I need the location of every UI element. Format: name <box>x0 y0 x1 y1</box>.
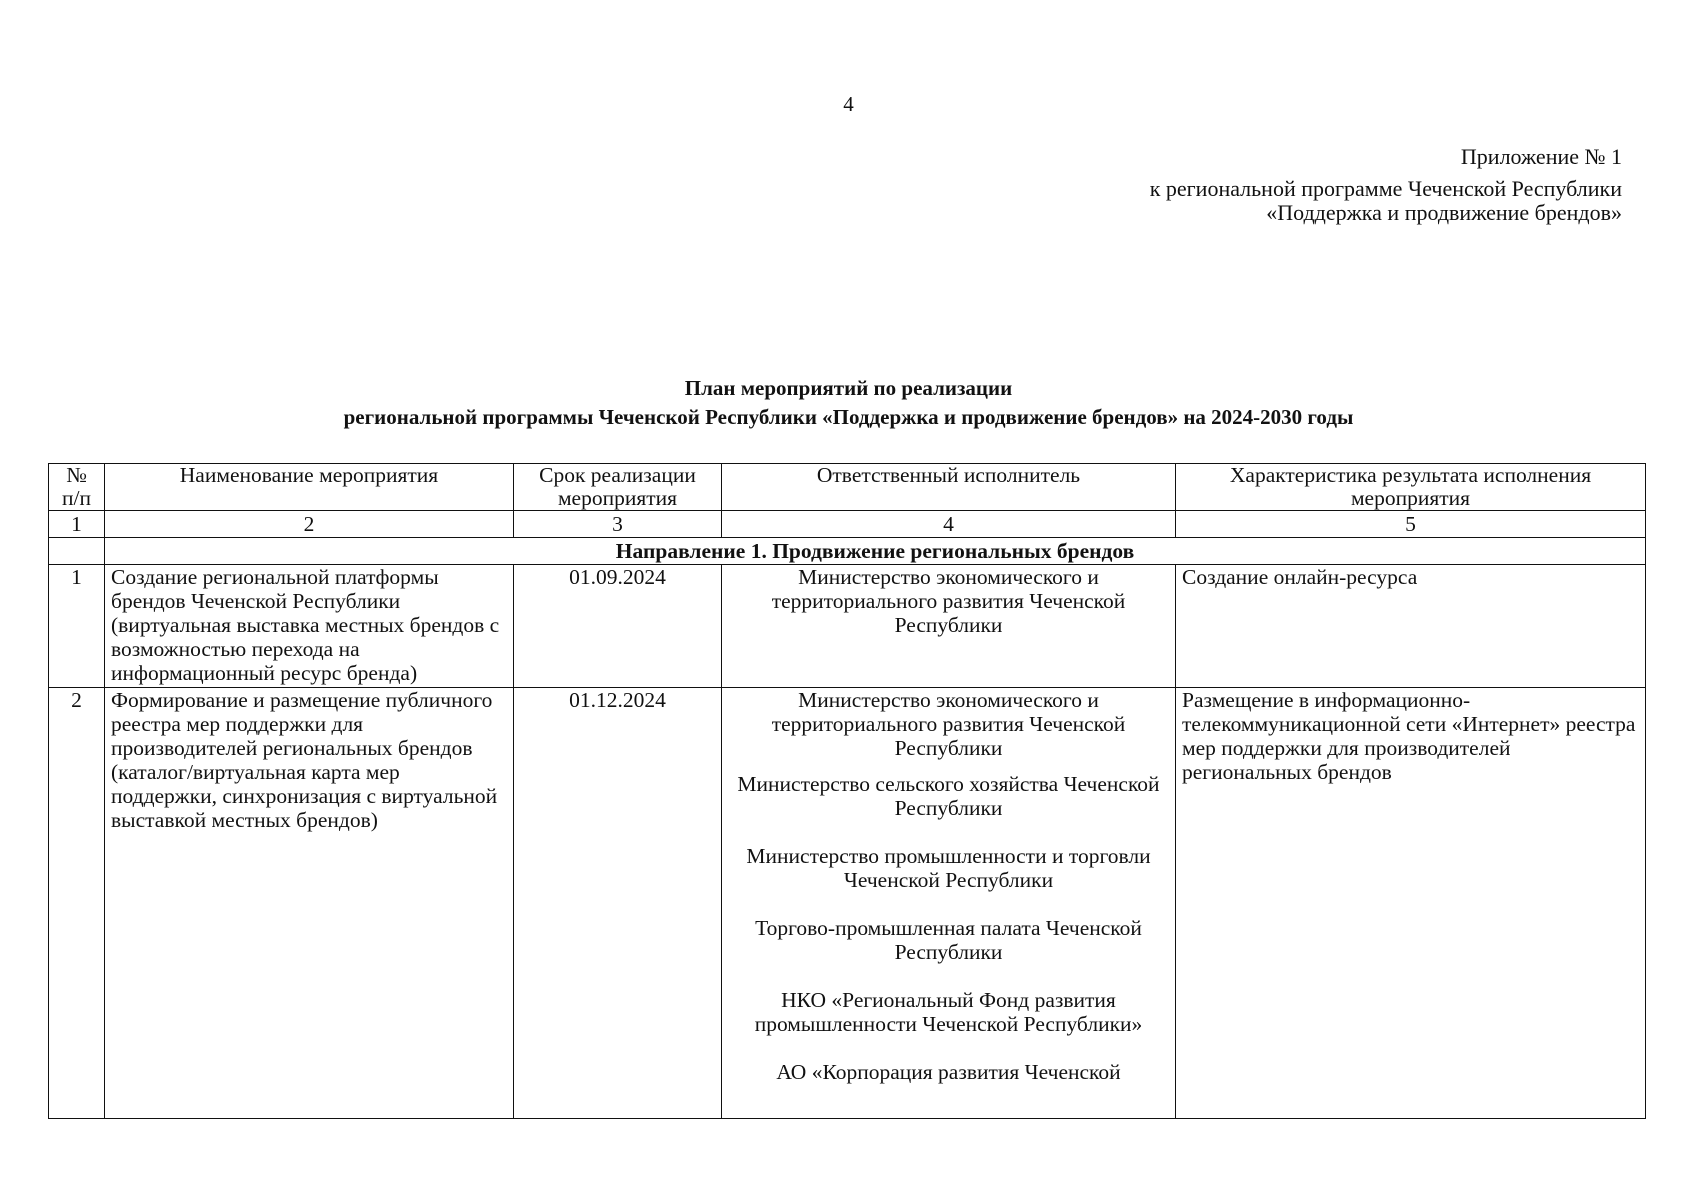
header-cell-executor: Ответственный исполнитель <box>722 464 1176 511</box>
header-cell-deadline: Срок реализации мероприятия <box>514 464 722 511</box>
column-number: 5 <box>1176 511 1646 538</box>
appendix-line-1: к региональной программе Чеченской Республики <box>1149 176 1622 201</box>
header-cell-name: Наименование мероприятия <box>105 464 514 511</box>
header-cell-number: № п/п <box>49 464 105 511</box>
section-row <box>49 538 1646 565</box>
row-activity-name: Формирование и размещение публичного реестра мер поддержки для производителей региональных брендов (каталог/виртуальная карта мер поддержки, синхронизация с виртуальной выставкой местных брендов) <box>105 688 514 1119</box>
column-number: 2 <box>105 511 514 538</box>
executor-item: Министерство промышленности и торговли Чеченской Республики <box>746 844 1151 892</box>
row-activity-name: Создание региональной платформы брендов Чеченской Республики (виртуальная выставка местных брендов с возможностью перехода на информационный ресурс бренда) <box>105 565 514 688</box>
table-row <box>49 565 1646 688</box>
row-result: Размещение в информационно-телекоммуникационной сети «Интернет» реестра мер поддержки для производителей региональных брендов <box>1176 688 1646 1119</box>
executor-item: Торгово-промышленная палата Чеченской Республики <box>755 916 1142 964</box>
section-empty-cell <box>49 538 105 565</box>
document-title-line-2: региональной программы Чеченской Республики «Поддержка и продвижение брендов» на 2024-2030 годы <box>343 405 1354 429</box>
document-title-line-1: План мероприятий по реализации <box>684 376 1013 400</box>
row-number: 2 <box>49 688 105 1119</box>
column-number: 3 <box>514 511 722 538</box>
section-title: Направление 1. Продвижение региональных брендов <box>105 538 1646 565</box>
executor-item: АО «Корпорация развития Чеченской <box>776 1060 1121 1084</box>
executor-item: Министерство сельского хозяйства Чеченской Республики <box>737 772 1160 820</box>
row-result: Создание онлайн-ресурса <box>1176 565 1646 688</box>
appendix-number: Приложение № 1 <box>1460 144 1622 169</box>
row-number: 1 <box>49 565 105 688</box>
plan-table <box>48 463 1646 1119</box>
document-title <box>0 374 1697 432</box>
appendix-block <box>1150 145 1622 225</box>
row-executors <box>722 565 1176 688</box>
row-deadline: 01.12.2024 <box>514 688 722 1119</box>
executor-item: Министерство экономического и территориального развития Чеченской Республики <box>771 688 1126 760</box>
table-header-row <box>49 464 1646 511</box>
table-row <box>49 688 1646 1119</box>
page-number: 4 <box>843 92 854 116</box>
row-deadline: 01.09.2024 <box>514 565 722 688</box>
column-number: 1 <box>49 511 105 538</box>
column-number: 4 <box>722 511 1176 538</box>
row-executors <box>722 688 1176 1119</box>
appendix-line-2: «Поддержка и продвижение брендов» <box>1266 200 1622 225</box>
header-cell-result: Характеристика результата исполнения мероприятия <box>1176 464 1646 511</box>
column-number-row <box>49 511 1646 538</box>
executor-item: НКО «Региональный Фонд развития промышленности Чеченской Республики» <box>754 988 1143 1036</box>
executor-item: Министерство экономического и территориального развития Чеченской Республики <box>771 565 1126 637</box>
